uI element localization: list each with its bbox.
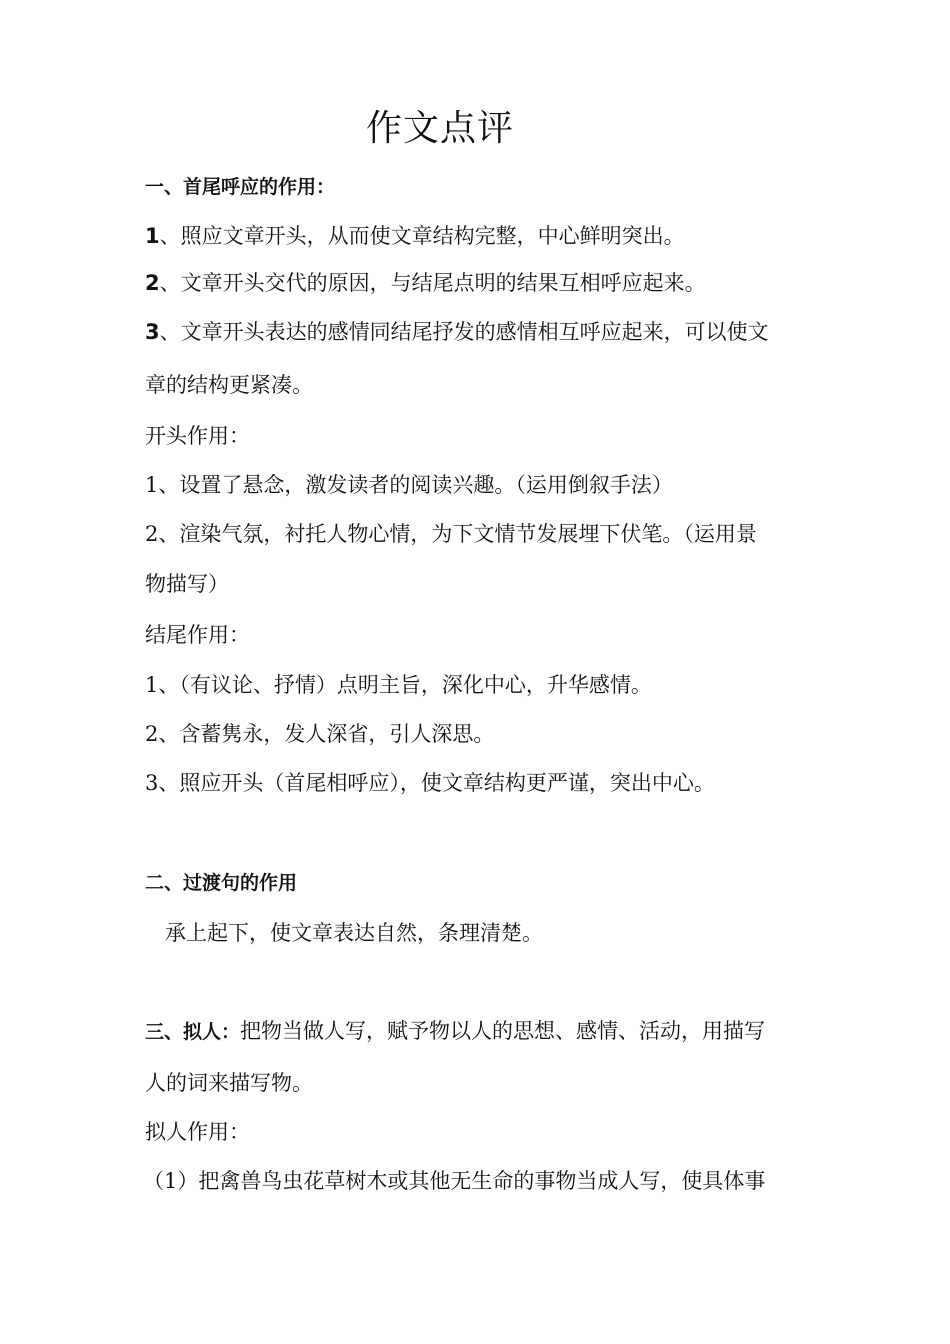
ending-item-2: 2、含蓄隽永，发人深省，引人深思。 — [145, 722, 495, 746]
opening-item-2-continuation: 物描写） — [145, 572, 229, 596]
section2-text: 承上起下，使文章表达自然，条理清楚。 — [165, 921, 543, 945]
section1-item-1 — [145, 221, 825, 251]
personification-effect-1: （1）把禽兽鸟虫花草树木或其他无生命的事物当成人写，使具体事 — [143, 1169, 766, 1193]
section1-item-2 — [145, 268, 825, 298]
opening-item-2: 2、渲染气氛，衬托人物心情，为下文情节发展埋下伏笔。（运用景 — [145, 522, 757, 546]
item-text: 、文章开头表达的感情同结尾抒发的感情相互呼应起来，可以使文 — [159, 320, 769, 344]
opening-item-1: 1、设置了悬念，激发读者的阅读兴趣。（运用倒叙手法） — [145, 473, 673, 497]
ending-label: 结尾作用： — [145, 623, 250, 647]
section2-heading: 二、过渡句的作用 — [145, 872, 298, 894]
section3-heading: 三、拟人： — [145, 1021, 241, 1043]
item-number: 3 — [145, 320, 160, 344]
section1-item-3-continuation: 章的结构更紧凑。 — [145, 373, 313, 397]
ending-item-1: 1、（有议论、抒情）点明主旨，深化中心，升华感情。 — [145, 673, 652, 697]
page-title: 作文点评 — [365, 108, 514, 149]
section1-heading: 一、首尾呼应的作用： — [145, 176, 336, 198]
section1-item-3 — [145, 317, 825, 347]
item-text: 、照应文章开头，从而使文章结构完整，中心鲜明突出。 — [159, 224, 685, 248]
item-number: 1 — [145, 224, 160, 248]
item-number: 2 — [145, 271, 160, 295]
opening-label: 开头作用： — [145, 424, 250, 448]
personification-effect-label: 拟人作用： — [145, 1120, 250, 1144]
item-text: 、文章开头交代的原因，与结尾点明的结果互相呼应起来。 — [159, 271, 706, 295]
ending-item-3: 3、照应开头（首尾相呼应），使文章结构更严谨，突出中心。 — [145, 771, 715, 795]
section3-line-1 — [145, 1016, 825, 1047]
section3-definition: 把物当做人写，赋予物以人的思想、感情、活动，用描写 — [240, 1019, 766, 1043]
section3-continuation: 人的词来描写物。 — [145, 1071, 313, 1095]
